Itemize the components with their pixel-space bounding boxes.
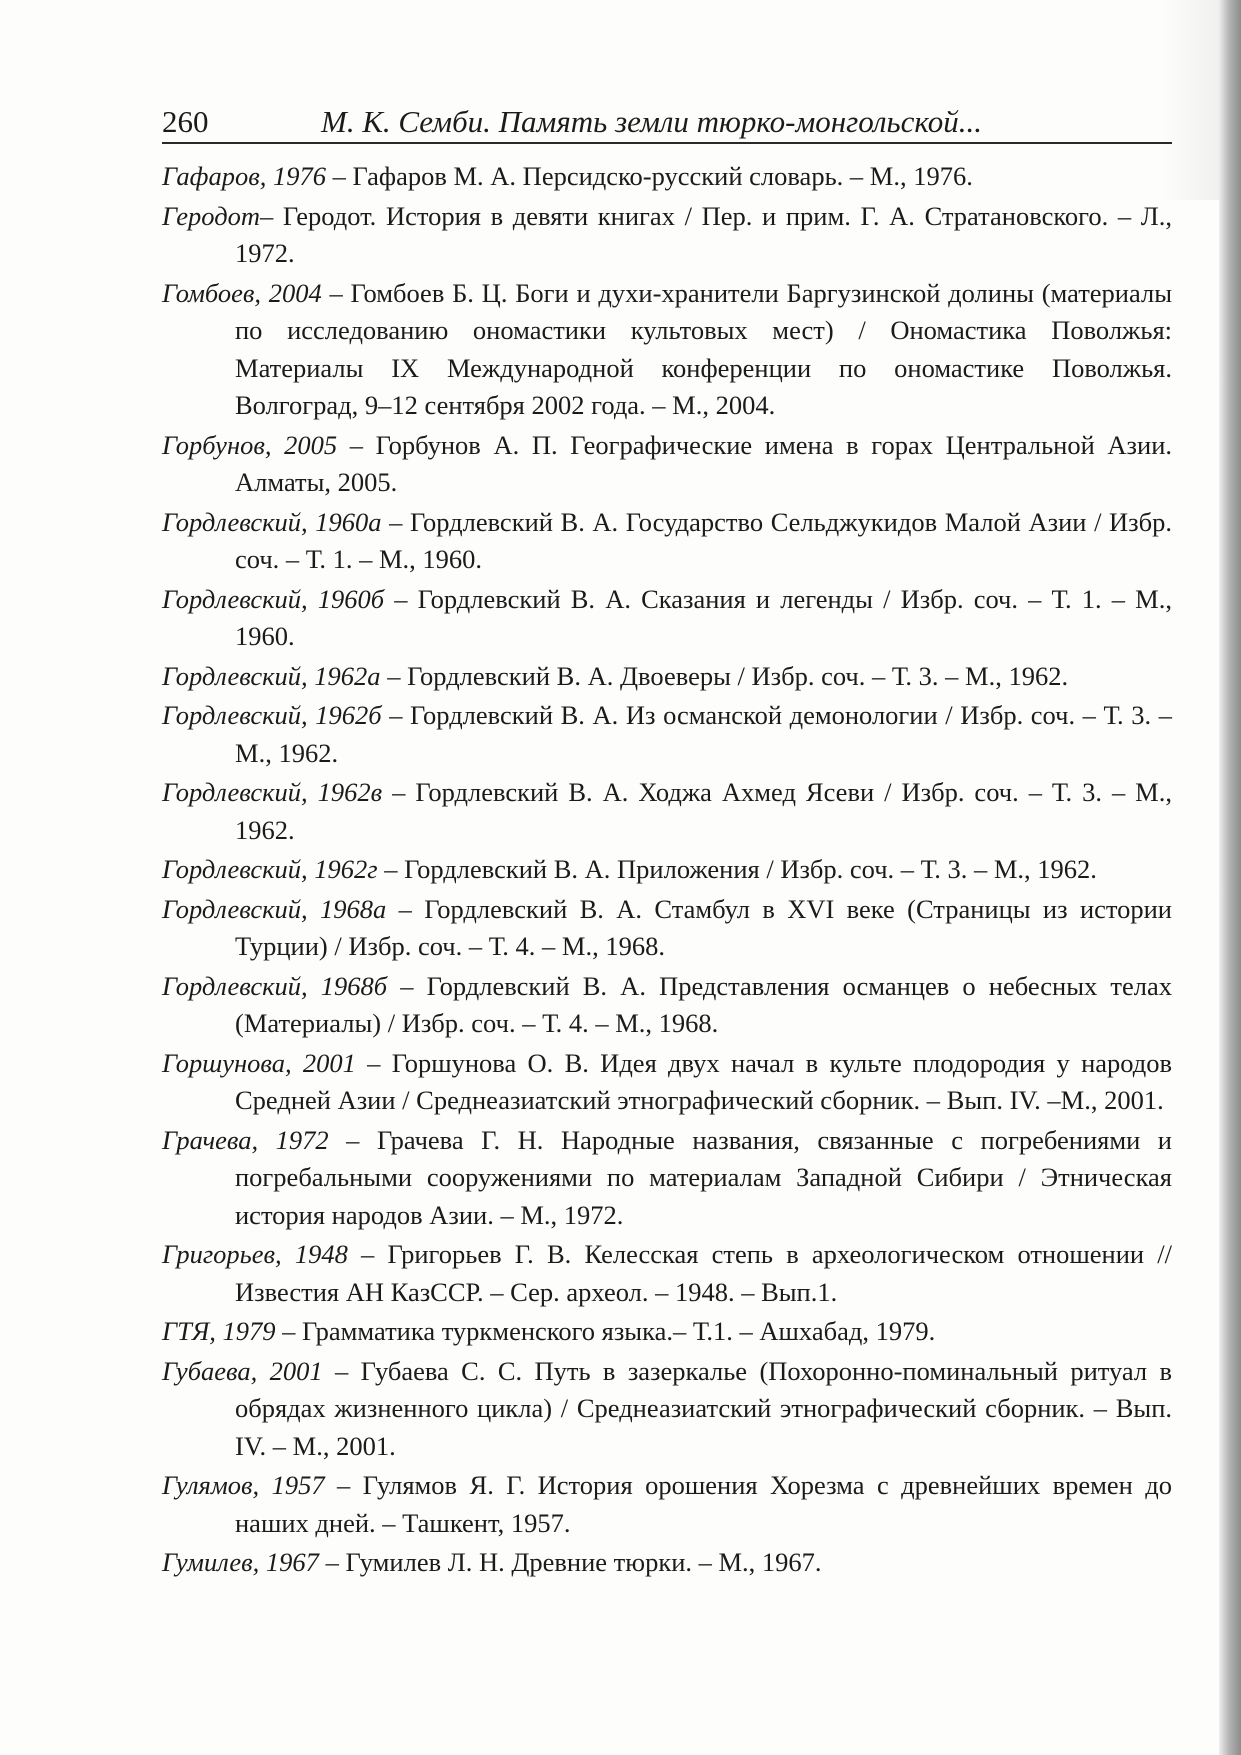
entry-text: – Гордлевский В. А. Государство Сельджукидов Малой Азии / Избр. соч. – Т. 1. – М., 1960. bbox=[235, 506, 1172, 574]
bibliography-entry bbox=[162, 1122, 1172, 1235]
entry-key: Гомбоев, 2004 bbox=[162, 277, 322, 308]
entry-text: – Гордлевский В. А. Сказания и легенды / Избр. соч. – Т. 1. – М., 1960. bbox=[235, 583, 1172, 651]
entry-key: Гордлевский, 1962в bbox=[162, 777, 383, 807]
bibliography-entry bbox=[162, 891, 1172, 966]
entry-key: Гордлевский, 1962г bbox=[162, 854, 378, 884]
entry-text: – Гулямов Я. Г. История орошения Хорезма с древнейших времен до наших дней. – Ташкент, 1957. bbox=[235, 1470, 1172, 1538]
running-title: М. К. Семби. Память земли тюрко-монгольской... bbox=[321, 104, 982, 139]
page-header bbox=[162, 102, 1172, 144]
entry-key: Гордлевский, 1962а bbox=[162, 660, 381, 691]
bibliography-entry bbox=[162, 581, 1172, 656]
bibliography-entry bbox=[162, 158, 1172, 196]
entry-text: – Гордлевский В. А. Двоеверы / Избр. соч. – Т. 3. – М., 1962. bbox=[380, 660, 1069, 691]
bibliography-entry bbox=[162, 1045, 1172, 1120]
bibliography-entry bbox=[162, 658, 1172, 696]
entry-key: Гордлевский, 1968а bbox=[162, 893, 387, 924]
entry-text: – Гомбоев Б. Ц. Боги и духи-хранители Баргузинской долины (материалы по исследованию ономастики культовых мест) / Ономастика Поволжья: Материалы IX Международной конференции по ономастике Поволжья. Волгоград, 9–12 сентября 2002 года. – М., 2004. bbox=[235, 277, 1172, 420]
entry-key: Григорьев, 1948 bbox=[162, 1239, 348, 1269]
bibliography-entry bbox=[162, 1236, 1172, 1311]
entry-key: Гордлевский, 1968б bbox=[162, 970, 388, 1001]
entry-key: Гордлевский, 1960а bbox=[162, 506, 382, 537]
entry-text: – Гафаров М. А. Персидско-русский словарь. – М., 1976. bbox=[325, 161, 973, 191]
entry-text: – Гордлевский В. А. Приложения / Избр. соч. – Т. 3. – М., 1962. bbox=[377, 854, 1097, 884]
entry-text: – Губаева С. С. Путь в зазеркалье (Похоронно-поминальный ритуал в обрядах жизненного цикла) / Среднеазиатский этнографический сборник. – Вып. IV. – М., 2001. bbox=[235, 1355, 1173, 1461]
entry-key: Горбунов, 2005 bbox=[162, 429, 338, 460]
entry-text: Геродот. История в девяти книгах / Пер. и прим. Г. А. Стратановского. – Л., 1972. bbox=[235, 200, 1172, 268]
bibliography-entry bbox=[162, 851, 1172, 889]
entry-key: Гордлевский, 1962б bbox=[162, 700, 382, 730]
entry-text: – Гордлевский В. А. Стамбул в XVI веке (Страницы из истории Турции) / Избр. соч. – Т. 4. – М., 1968. bbox=[235, 893, 1172, 961]
entry-text: – Грачева Г. Н. Народные названия, связанные с погребениями и погребальными сооружениями по материалам Западной Сибири / Этническая история народов Азии. – М., 1972. bbox=[235, 1124, 1172, 1230]
entry-text: – Гумилев Л. Н. Древние тюрки. – М., 1967. bbox=[318, 1547, 822, 1577]
entry-text: – Горшунова О. В. Идея двух начал в культе плодородия у народов Средней Азии / Среднеазиатский этнографический сборник. – Вып. IV. –М., 2001. bbox=[235, 1047, 1172, 1115]
page-number: 260 bbox=[162, 104, 209, 139]
entry-key: ГТЯ, 1979 bbox=[162, 1316, 276, 1346]
bibliography-entry bbox=[162, 198, 1172, 273]
entry-key: Гафаров, 1976 bbox=[162, 161, 326, 191]
entry-key: Грачева, 1972 bbox=[162, 1124, 329, 1155]
entry-key: Гордлевский, 1960б bbox=[162, 583, 385, 614]
bibliography-entry bbox=[162, 275, 1172, 425]
page-edge-shadow bbox=[1219, 0, 1241, 1755]
entry-key: Губаева, 2001 bbox=[162, 1355, 323, 1386]
entry-text: – Гордлевский В. А. Представления османцев о небесных телах (Материалы) / Избр. соч. – Т. 4. – М., 1968. bbox=[235, 970, 1173, 1038]
bibliography-entry bbox=[162, 1467, 1172, 1542]
bibliography-entry bbox=[162, 504, 1172, 579]
entry-text: – Горбунов А. П. Географические имена в горах Центральной Азии. Алматы, 2005. bbox=[235, 429, 1173, 497]
entry-text: – Григорьев Г. В. Келесская степь в археологическом отношении // Известия АН КазССР. – Сер. археол. – 1948. – Вып.1. bbox=[235, 1239, 1172, 1307]
bibliography-entry bbox=[162, 968, 1172, 1043]
entry-text: – Грамматика туркменского языка.– Т.1. – Ашхабад, 1979. bbox=[275, 1316, 936, 1346]
entry-key: Гулямов, 1957 bbox=[162, 1470, 325, 1500]
entry-text: – Гордлевский В. А. Ходжа Ахмед Ясеви / Избр. соч. – Т. 3. – М., 1962. bbox=[235, 777, 1172, 845]
bibliography-list bbox=[162, 158, 1172, 1584]
entry-key: Горшунова, 2001 bbox=[162, 1047, 356, 1078]
bibliography-entry bbox=[162, 1544, 1172, 1582]
entry-key: Гумилев, 1967 bbox=[162, 1547, 319, 1577]
bibliography-entry bbox=[162, 774, 1172, 849]
bibliography-entry bbox=[162, 1353, 1172, 1466]
entry-key: Геродот– bbox=[162, 200, 274, 231]
bibliography-entry bbox=[162, 697, 1172, 772]
bibliography-entry bbox=[162, 1313, 1172, 1351]
bibliography-entry bbox=[162, 427, 1172, 502]
entry-text: – Гордлевский В. А. Из османской демонологии / Избр. соч. – Т. 3. – М., 1962. bbox=[235, 700, 1173, 768]
